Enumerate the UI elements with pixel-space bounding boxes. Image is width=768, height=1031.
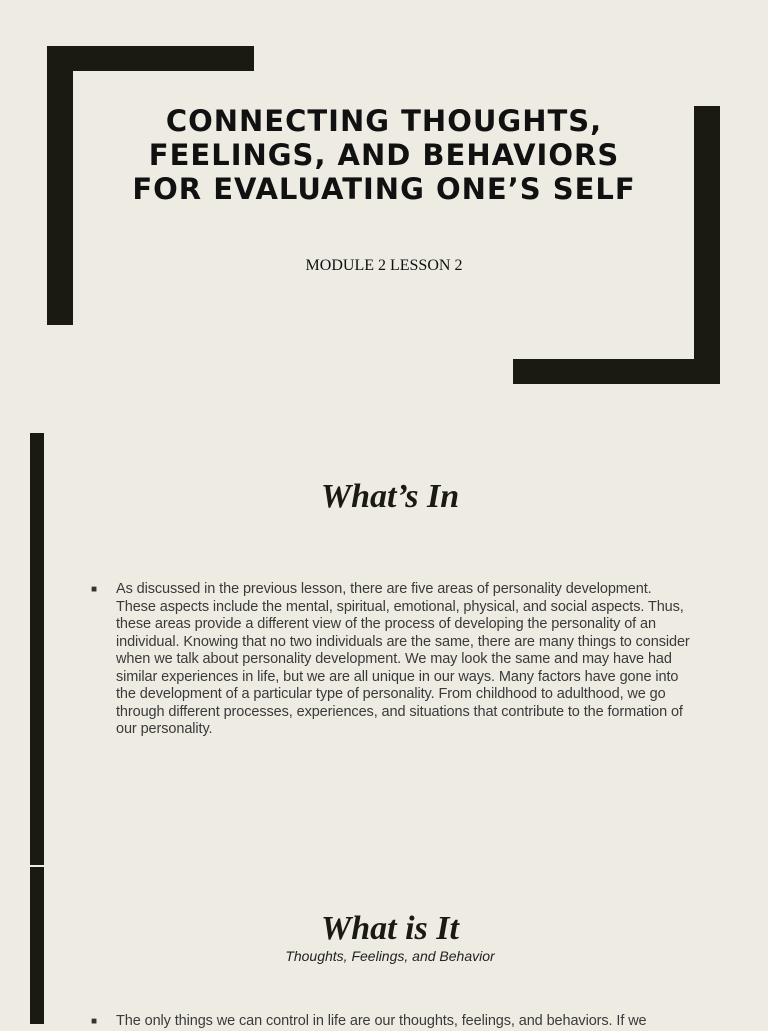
frame-bottom-right-vertical xyxy=(694,106,720,384)
what-is-it-subtitle: Thoughts, Feelings, and Behavior xyxy=(285,948,495,964)
what-is-it-paragraph: The only things we can control in life are our thoughts, feelings, and behaviors. If we xyxy=(116,1013,647,1029)
frame-top-left-horizontal xyxy=(47,46,254,71)
what-is-it-bullet-item xyxy=(91,1013,691,1031)
frame-bottom-right-horizontal xyxy=(513,359,720,384)
whats-in-heading: What’s In xyxy=(320,478,460,515)
slide3-accent-bar xyxy=(30,867,44,1024)
slide-subtitle: MODULE 2 LESSON 2 xyxy=(305,257,463,274)
slide2-accent-bar xyxy=(30,433,44,865)
frame-top-left-vertical xyxy=(47,46,73,325)
bullet-marker: ■ xyxy=(91,584,98,595)
slide-title: CONNECTING THOUGHTS, FEELINGS, AND BEHAVIORS FOR EVALUATING ONE’S SELF xyxy=(132,104,636,206)
whats-in-bullet-item xyxy=(91,581,691,739)
what-is-it-heading: What is It xyxy=(321,910,459,947)
whats-in-paragraph: As discussed in the previous lesson, there are five areas of personality development. These aspects include the mental, spiritual, emotional, physical, and social aspects. Thus, these areas provide a different view of the process of developing the personality of an individual. Knowing that no two individuals are the same, there are many things to consider when we talk about personality development. We may look the same and may have had similar experiences in life, but we are all unique in our ways. Many factors have gone into the development of a particular type of personality. From childhood to adulthood, we go through different processes, experiences, and situations that contribute to the formation of our personality. xyxy=(116,581,690,737)
bullet-marker: ■ xyxy=(91,1016,98,1027)
